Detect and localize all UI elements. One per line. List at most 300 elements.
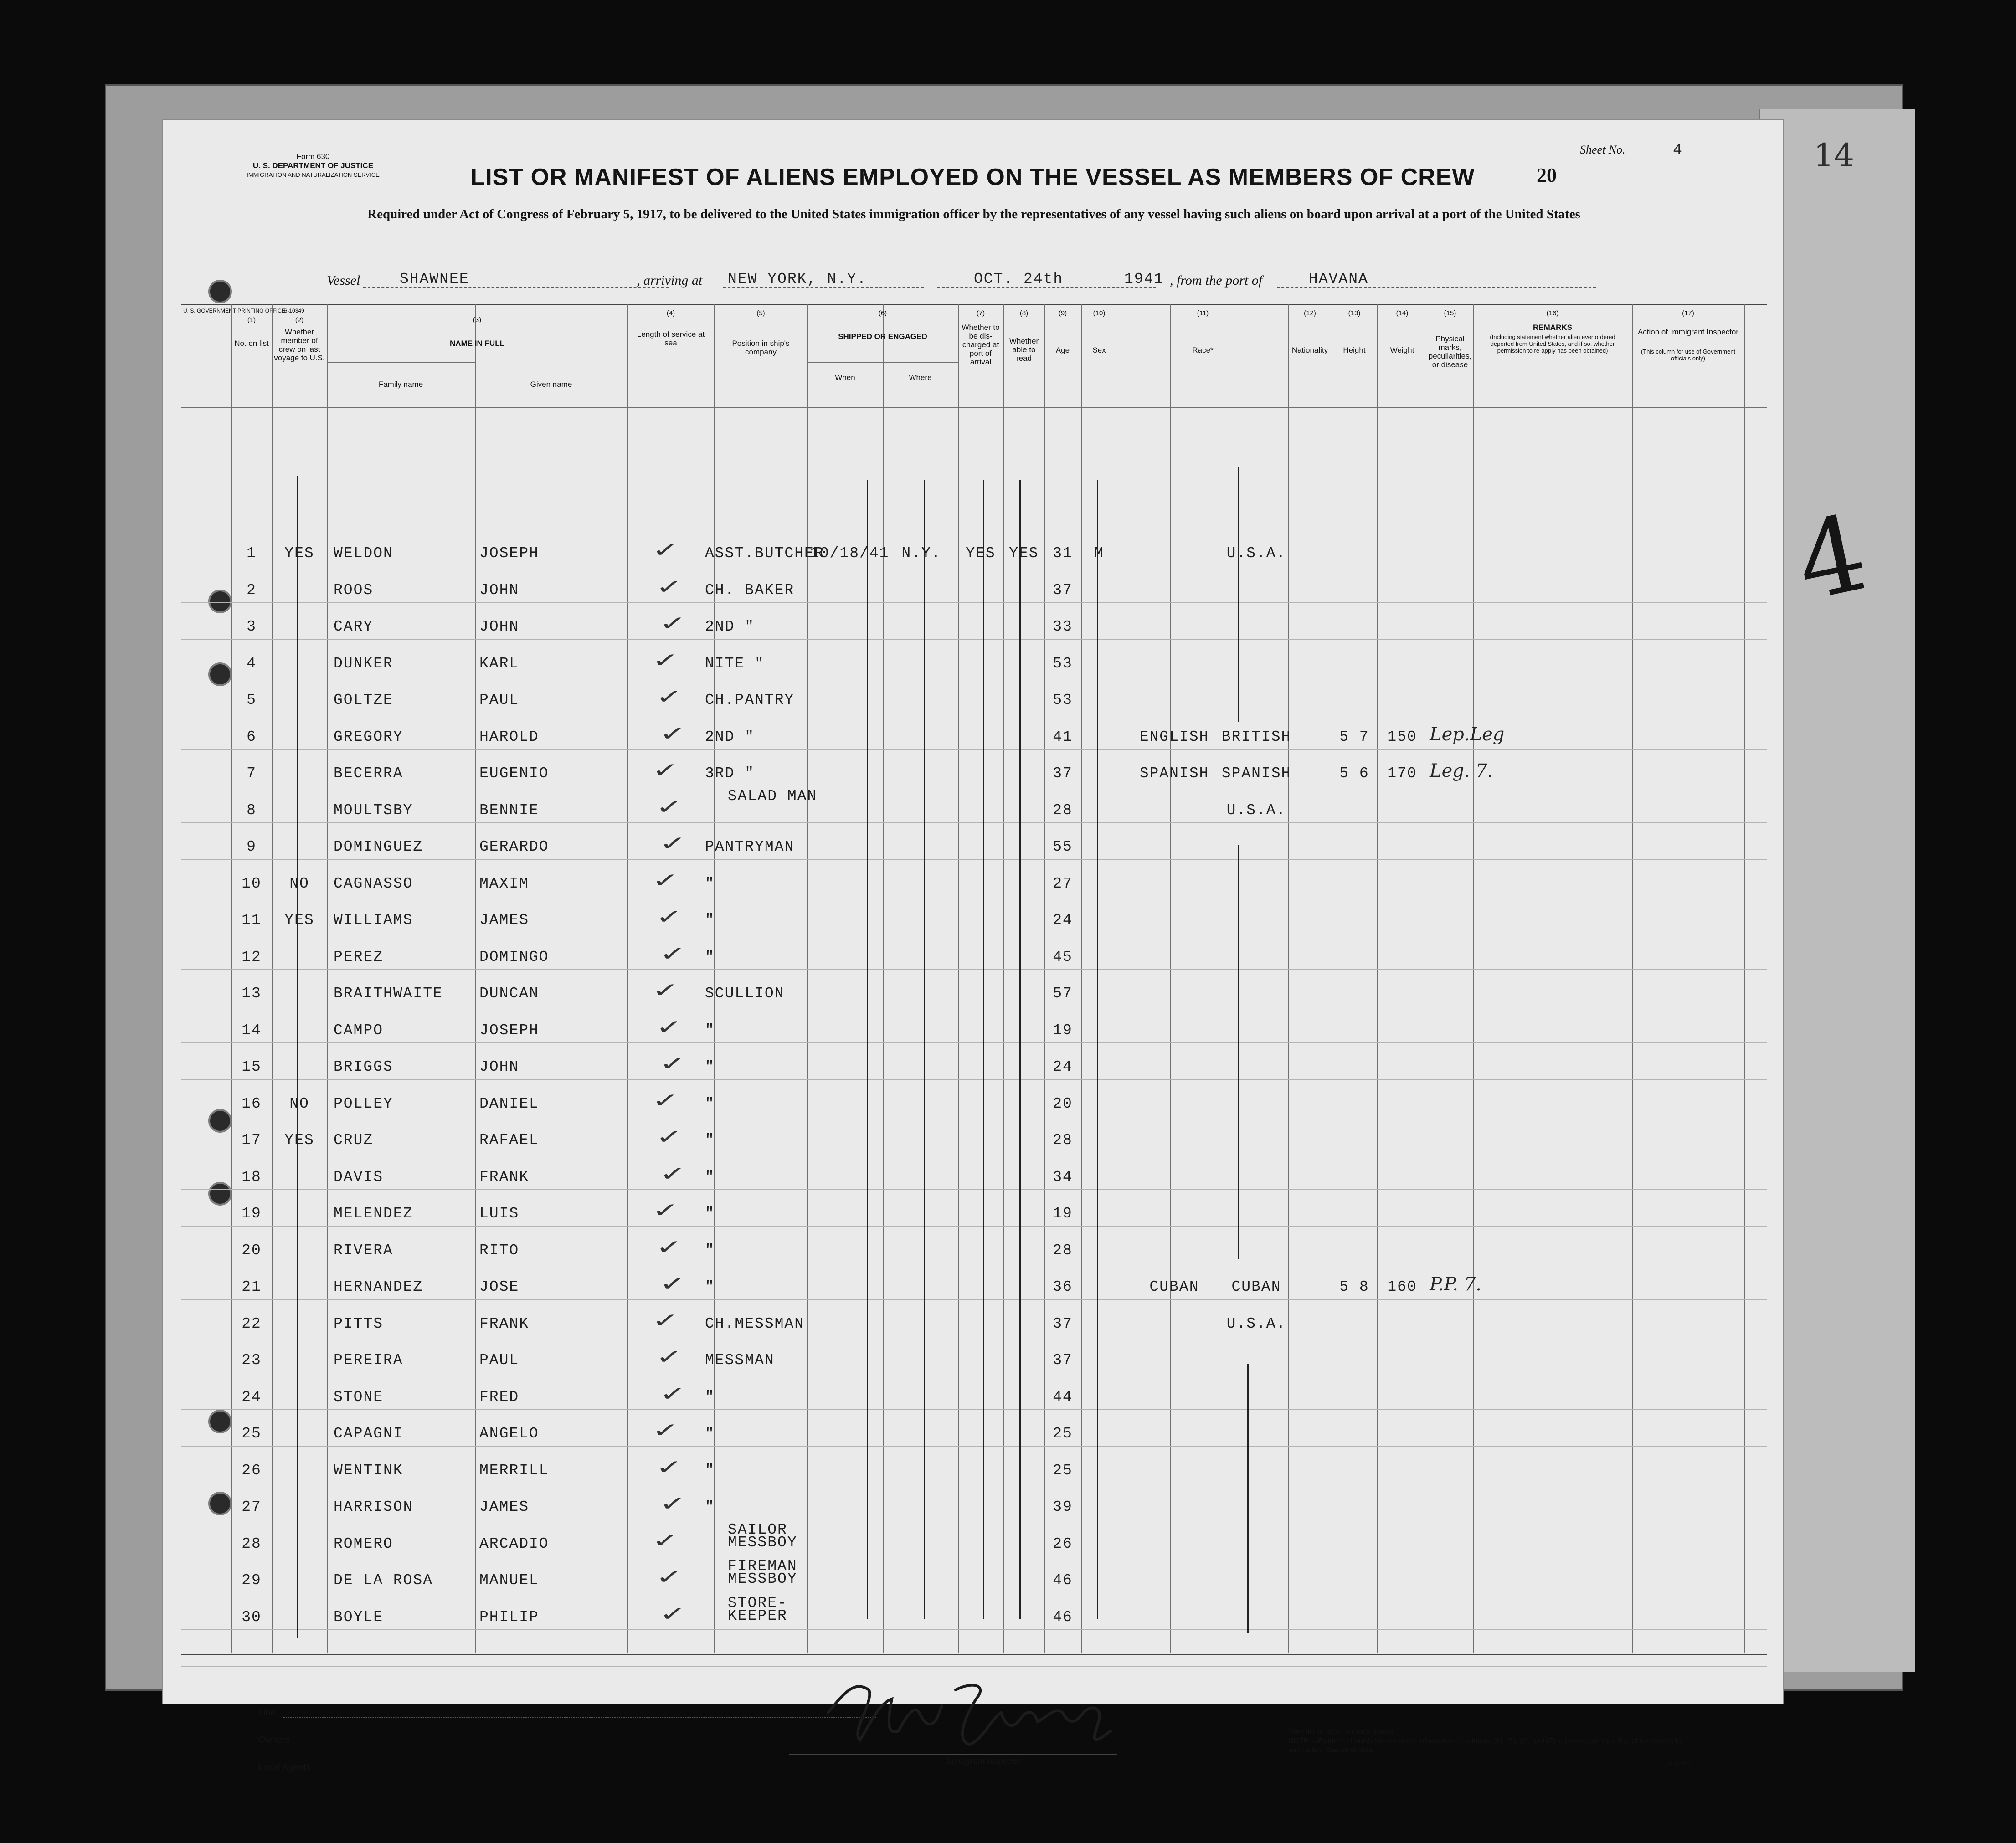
able-to-read: YES: [1009, 545, 1039, 562]
inspector-label: Immigrant Inspector.: [946, 1756, 1023, 1766]
given-name: GERARDO: [479, 838, 549, 855]
family-name: DUNKER: [334, 655, 393, 672]
age: 34: [1053, 1168, 1073, 1186]
service-check-icon: ✓: [659, 1492, 686, 1515]
position: ": [705, 875, 715, 892]
margin-mark: 4: [1786, 492, 1877, 625]
service-name: IMMIGRATION AND NATURALIZATION SERVICE: [247, 171, 380, 178]
table-row: [163, 830, 1783, 867]
weight: 170: [1387, 765, 1417, 782]
table-row: [163, 757, 1783, 793]
age: 33: [1053, 618, 1073, 635]
given-name: RITO: [479, 1242, 519, 1259]
table-row: [163, 867, 1783, 904]
family-name: BECERRA: [334, 765, 403, 782]
row-number: 26: [242, 1462, 262, 1479]
sheet-label: Sheet No.: [1580, 143, 1625, 156]
age: 37: [1053, 1352, 1073, 1369]
given-name: KARL: [479, 655, 519, 672]
family-name: DE LA ROSA: [334, 1572, 433, 1589]
age: 57: [1053, 985, 1073, 1002]
service-check-icon: ✓: [652, 1309, 679, 1332]
family-name: CAGNASSO: [334, 875, 413, 892]
service-check-icon: ✓: [652, 648, 679, 672]
manifest-title: LIST OR MANIFEST OF ALIENS EMPLOYED ON THE VESSEL AS MEMBERS OF CREW: [470, 164, 1475, 190]
position: ASST.BUTCHER: [705, 545, 824, 562]
service-check-icon: ✓: [659, 612, 686, 635]
row-number: 25: [242, 1425, 262, 1442]
vessel-name: SHAWNEE: [363, 271, 669, 288]
table-row: [163, 720, 1783, 757]
printing-office: U. S. GOVERNMENT PRINTING OFFICE: [183, 308, 285, 314]
nationality: U.S.A.: [1226, 545, 1286, 562]
family-name: WELDON: [334, 545, 393, 562]
given-name: JOSEPH: [479, 1022, 539, 1039]
service-check-icon: ✓: [655, 795, 683, 819]
age: 27: [1053, 875, 1073, 892]
age: 28: [1053, 1242, 1073, 1259]
given-name: EUGENIO: [479, 765, 549, 782]
table-row: [163, 1417, 1783, 1453]
table-row: [163, 1490, 1783, 1527]
row-number: 21: [242, 1278, 262, 1295]
age: 26: [1053, 1535, 1073, 1552]
header-action-note: (This column for use of Government officials only): [1641, 348, 1736, 362]
table-row: [163, 1454, 1783, 1490]
service-check-icon: ✓: [659, 1162, 686, 1186]
table-row: [163, 647, 1783, 683]
table-row: [163, 1270, 1783, 1307]
family-name: GREGORY: [334, 728, 403, 745]
header-physical-marks: Physical marks, peculiarities, or disease: [1428, 334, 1472, 369]
table-row: [163, 1050, 1783, 1087]
row-number: 20: [242, 1242, 262, 1259]
table-row: [163, 1558, 1783, 1600]
position: ": [705, 1132, 715, 1149]
col-num-8: (8): [1019, 309, 1029, 317]
col-num-16: (16): [1546, 309, 1559, 317]
family-name: DAVIS: [334, 1168, 384, 1186]
table-row: [163, 1087, 1783, 1124]
header-age: Age: [1055, 346, 1070, 354]
service-check-icon: ✓: [659, 942, 686, 965]
family-name: WILLIAMS: [334, 912, 413, 929]
row-number: 4: [247, 655, 257, 672]
position: NITE ": [705, 655, 765, 672]
family-name: ROMERO: [334, 1535, 393, 1552]
family-name: BOYLE: [334, 1608, 384, 1626]
header-no-on-list: No. on list: [234, 339, 269, 348]
col-num-13: (13): [1348, 309, 1361, 317]
shipped-where: N.Y.: [901, 545, 941, 562]
table-row: [163, 1197, 1783, 1233]
family-name: HARRISON: [334, 1499, 413, 1515]
table-row: [163, 1124, 1783, 1160]
header-action: Action of Immigrant Inspector: [1637, 328, 1739, 336]
position: ": [705, 1205, 715, 1222]
service-check-icon: ✓: [652, 1088, 679, 1112]
family-name: BRIGGS: [334, 1058, 393, 1075]
race: ENGLISH: [1139, 728, 1209, 745]
position: PANTRYMAN: [705, 838, 795, 855]
position: CH.MESSMAN: [705, 1315, 805, 1332]
punch-hole: [208, 280, 232, 303]
header-position: Position in ship's company: [732, 339, 790, 356]
sheet-number: 4: [1651, 142, 1705, 159]
given-name: JOHN: [479, 618, 519, 635]
position: ": [705, 1058, 715, 1075]
owners-label: Owners: [258, 1735, 290, 1745]
given-name: DANIEL: [479, 1095, 539, 1112]
row-number: 3: [247, 618, 257, 635]
family-name: PEREZ: [334, 948, 384, 965]
row-number: 28: [242, 1535, 262, 1552]
position: ": [705, 1462, 715, 1479]
position: ": [705, 1425, 715, 1442]
service-check-icon: ✓: [659, 1602, 686, 1626]
header-prev-voyage: Whether member of crew on last voyage to U.S.: [274, 328, 325, 362]
row-number: 6: [247, 728, 257, 745]
table-row: [163, 1234, 1783, 1270]
header-length-service: Length of service at sea: [637, 330, 705, 347]
nationality: BRITISH: [1221, 728, 1291, 745]
col-num-4: (4): [666, 309, 675, 317]
row-number: 16: [242, 1095, 262, 1112]
col-num-12: (12): [1304, 309, 1316, 317]
department-name: U. S. DEPARTMENT OF JUSTICE: [252, 161, 374, 170]
row-number: 23: [242, 1352, 262, 1369]
row-number: 18: [242, 1168, 262, 1186]
given-name: MANUEL: [479, 1572, 539, 1589]
height: 5 8: [1339, 1278, 1369, 1295]
row-number: 14: [242, 1022, 262, 1039]
col-num-3: (3): [473, 316, 482, 324]
row-number: 9: [247, 838, 257, 855]
family-name: CARY: [334, 618, 374, 635]
position: 2ND ": [705, 618, 755, 635]
family-name: BRAITHWAITE: [334, 985, 443, 1002]
service-check-icon: ✓: [659, 832, 686, 855]
family-name: CAMPO: [334, 1022, 384, 1039]
local-agents-label: Local Agents: [258, 1762, 311, 1772]
age: 46: [1053, 1572, 1073, 1589]
position: FIREMAN MESSBOY: [728, 1558, 797, 1587]
nationality: SPANISH: [1221, 765, 1291, 782]
table-row: [163, 1307, 1783, 1344]
vessel-label: Vessel: [327, 273, 360, 288]
service-check-icon: ✓: [659, 1052, 686, 1075]
service-check-icon: ✓: [655, 1566, 683, 1589]
header-when: When: [835, 373, 855, 382]
header-shipped: SHIPPED OR ENGAGED: [838, 332, 927, 341]
physical-marks: P.P. 7.: [1430, 1274, 1481, 1295]
from-port-label: , from the port of: [1170, 273, 1263, 288]
header-remarks-note: (Including statement whether alien ever ordered deported from United States, and if so, whether permission to re-apply has been obtained): [1490, 334, 1615, 354]
service-check-icon: ✓: [659, 722, 686, 745]
table-row: [163, 1344, 1783, 1380]
row-number: 17: [242, 1132, 262, 1149]
position: ": [705, 1278, 715, 1295]
family-name: HERNANDEZ: [334, 1278, 423, 1295]
row-number: 10: [242, 875, 262, 892]
race: CUBAN: [1149, 1278, 1199, 1295]
height: 5 6: [1339, 765, 1369, 782]
nationality: U.S.A.: [1226, 801, 1286, 819]
given-name: BENNIE: [479, 801, 539, 819]
arrival-port: NEW YORK, N.Y.: [723, 271, 924, 288]
given-name: FRED: [479, 1388, 519, 1406]
position: ": [705, 1168, 715, 1186]
position: CH. BAKER: [705, 581, 795, 599]
previous-voyage: YES: [284, 545, 314, 562]
footer-code: 16-10349: [1666, 1760, 1690, 1766]
line-label: Line: [258, 1708, 276, 1718]
position: SALAD MAN: [728, 787, 818, 805]
table-row: [163, 1521, 1783, 1564]
service-check-icon: ✓: [652, 539, 679, 562]
print-code: 16-10349: [281, 308, 304, 314]
given-name: JAMES: [479, 912, 530, 929]
given-name: ANGELO: [479, 1425, 539, 1442]
given-name: JAMES: [479, 1499, 530, 1515]
family-name: STONE: [334, 1388, 384, 1406]
position: ": [705, 1022, 715, 1039]
service-check-icon: ✓: [652, 979, 679, 1002]
race: SPANISH: [1139, 765, 1209, 782]
col-num-17: (17): [1682, 309, 1694, 317]
family-name: MELENDEZ: [334, 1205, 413, 1222]
previous-voyage: YES: [284, 912, 314, 929]
row-number: 8: [247, 801, 257, 819]
service-check-icon: ✓: [655, 685, 683, 708]
family-name: MOULTSBY: [334, 801, 413, 819]
table-row: [163, 787, 1783, 830]
row-number: 22: [242, 1315, 262, 1332]
table-row: [163, 537, 1783, 573]
age: 39: [1053, 1499, 1073, 1515]
table-row: [163, 683, 1783, 720]
header-nationality: Nationality: [1291, 346, 1328, 354]
penalty-note: NOTE.—Failure to furnish full or correct information in columns (3), (5), (6), and (7) is punishable by a fine of ten dollars for each alien. See other side.: [1288, 1737, 1684, 1754]
row-number: 15: [242, 1058, 262, 1075]
nationality: U.S.A.: [1226, 1315, 1286, 1332]
position: SAILOR MESSBOY: [728, 1521, 797, 1551]
previous-voyage: NO: [289, 1095, 309, 1112]
family-name: PEREIRA: [334, 1352, 403, 1369]
family-name: GOLTZE: [334, 692, 393, 708]
age: 53: [1053, 655, 1073, 672]
given-name: ARCADIO: [479, 1535, 549, 1552]
position: ": [705, 912, 715, 929]
table-row: [163, 977, 1783, 1013]
weight: 160: [1387, 1278, 1417, 1295]
family-name: DOMINGUEZ: [334, 838, 423, 855]
arrival-year: 1941: [1124, 271, 1164, 287]
position: STORE- KEEPER: [728, 1594, 787, 1624]
header-race: Race*: [1192, 346, 1214, 354]
given-name: DOMINGO: [479, 948, 549, 965]
discharged: YES: [966, 545, 996, 562]
service-check-icon: ✓: [652, 1199, 679, 1222]
given-name: JOHN: [479, 1058, 519, 1075]
header-where: Where: [909, 373, 932, 382]
col-num-1: (1): [247, 316, 256, 324]
row-number: 24: [242, 1388, 262, 1406]
family-name: CRUZ: [334, 1132, 374, 1149]
age: 41: [1053, 728, 1073, 745]
family-name: CAPAGNI: [334, 1425, 403, 1442]
age: 24: [1053, 1058, 1073, 1075]
height: 5 7: [1339, 728, 1369, 745]
col-num-5: (5): [756, 309, 765, 317]
row-number: 30: [242, 1608, 262, 1626]
races-note: *See list of races on back hereof.: [1288, 1728, 1395, 1736]
position: SCULLION: [705, 985, 785, 1002]
age: 37: [1053, 581, 1073, 599]
col-num-2: (2): [295, 316, 304, 324]
age: 37: [1053, 1315, 1073, 1332]
age: 36: [1053, 1278, 1073, 1295]
nationality: CUBAN: [1231, 1278, 1281, 1295]
manifest-page: [162, 119, 1784, 1772]
table-row: [163, 610, 1783, 647]
position: ": [705, 948, 715, 965]
row-number: 1: [247, 545, 257, 562]
family-name: RIVERA: [334, 1242, 393, 1259]
age: 28: [1053, 1132, 1073, 1149]
family-name: ROOS: [334, 581, 374, 599]
age: 31: [1053, 545, 1073, 562]
manifest-subtitle: Required under Act of Congress of February 5, 1917, to be delivered to the United States immigration officer by the representatives of any vessel having such aliens on board upon arrival at a port of the United States: [367, 207, 1580, 221]
table-row: [163, 1160, 1783, 1197]
col-num-6: (6): [878, 309, 887, 317]
position: CH.PANTRY: [705, 692, 795, 708]
age: 28: [1053, 801, 1073, 819]
col-num-11: (11): [1197, 309, 1209, 317]
row-number: 7: [247, 765, 257, 782]
header-given-name: Given name: [530, 380, 572, 389]
row-number: 27: [242, 1499, 262, 1515]
row-number: 12: [242, 948, 262, 965]
given-name: DUNCAN: [479, 985, 539, 1002]
position: ": [705, 1499, 715, 1515]
header-family-name: Family name: [378, 380, 423, 389]
service-check-icon: ✓: [659, 1382, 686, 1406]
previous-voyage: NO: [289, 875, 309, 892]
family-name: WENTINK: [334, 1462, 403, 1479]
col-num-10: (10): [1093, 309, 1106, 317]
service-check-icon: ✓: [659, 1272, 686, 1295]
position: 3RD ": [705, 765, 755, 782]
age: 53: [1053, 692, 1073, 708]
page-number: 20: [1537, 164, 1557, 186]
given-name: JOSE: [479, 1278, 519, 1295]
given-name: JOSEPH: [479, 545, 539, 562]
age: 37: [1053, 765, 1073, 782]
col-num-9: (9): [1058, 309, 1067, 317]
service-check-icon: ✓: [655, 905, 683, 929]
service-check-icon: ✓: [652, 1529, 679, 1552]
service-check-icon: ✓: [655, 1015, 683, 1039]
row-number: 2: [247, 581, 257, 599]
arriving-label: , arriving at: [637, 273, 703, 288]
departure-port: HAVANA: [1277, 271, 1596, 288]
given-name: RAFAEL: [479, 1132, 539, 1149]
row-number: 29: [242, 1572, 262, 1589]
row-number: 19: [242, 1205, 262, 1222]
service-check-icon: ✓: [652, 868, 679, 892]
service-check-icon: ✓: [655, 575, 683, 599]
header-weight: Weight: [1390, 346, 1414, 354]
sex: M: [1094, 545, 1104, 562]
given-name: HAROLD: [479, 728, 539, 745]
header-name-in-full: NAME IN FULL: [450, 339, 504, 348]
given-name: PAUL: [479, 1352, 519, 1369]
age: 20: [1053, 1095, 1073, 1112]
age: 44: [1053, 1388, 1073, 1406]
physical-marks: Lep.Leg: [1430, 724, 1505, 745]
service-check-icon: ✓: [655, 1235, 683, 1259]
service-check-icon: ✓: [652, 759, 679, 782]
col-num-15: (15): [1444, 309, 1456, 317]
given-name: MAXIM: [479, 875, 530, 892]
weight: 150: [1387, 728, 1417, 745]
position: ": [705, 1388, 715, 1406]
service-check-icon: ✓: [655, 1345, 683, 1369]
given-name: FRANK: [479, 1315, 530, 1332]
table-row: [163, 940, 1783, 977]
age: 24: [1053, 912, 1073, 929]
header-height: Height: [1343, 346, 1366, 354]
inspector-signature: [819, 1663, 1147, 1758]
service-check-icon: ✓: [652, 1419, 679, 1442]
header-discharged: Whether to be dis-charged at port of arrival: [962, 323, 1000, 366]
position: 2ND ": [705, 728, 755, 745]
table-row: [163, 574, 1783, 610]
given-name: JOHN: [479, 581, 519, 599]
position: MESSMAN: [705, 1352, 775, 1369]
given-name: PAUL: [479, 692, 519, 708]
row-number: 11: [242, 912, 262, 929]
table-row: [163, 1381, 1783, 1417]
given-name: FRANK: [479, 1168, 530, 1186]
given-name: MERRILL: [479, 1462, 549, 1479]
age: 25: [1053, 1462, 1073, 1479]
age: 46: [1053, 1608, 1073, 1626]
position: ": [705, 1242, 715, 1259]
shipped-when: 10/18/41: [810, 545, 890, 562]
given-name: LUIS: [479, 1205, 519, 1222]
family-name: PITTS: [334, 1315, 384, 1332]
table-row: [163, 904, 1783, 940]
age: 55: [1053, 838, 1073, 855]
physical-marks: Leg. 7.: [1430, 760, 1493, 781]
header-sex: Sex: [1092, 346, 1106, 354]
age: 19: [1053, 1205, 1073, 1222]
family-name: POLLEY: [334, 1095, 393, 1112]
previous-voyage: YES: [284, 1132, 314, 1149]
header-able-read: Whether able to read: [1009, 337, 1039, 363]
col-num-7: (7): [976, 309, 985, 317]
row-number: 5: [247, 692, 257, 708]
arrival-date: OCT. 24th: [937, 271, 1156, 288]
age: 45: [1053, 948, 1073, 965]
table-row: [163, 1014, 1783, 1050]
age: 19: [1053, 1022, 1073, 1039]
table-row: [163, 1594, 1783, 1637]
service-check-icon: ✓: [655, 1455, 683, 1479]
col-num-14: (14): [1396, 309, 1409, 317]
